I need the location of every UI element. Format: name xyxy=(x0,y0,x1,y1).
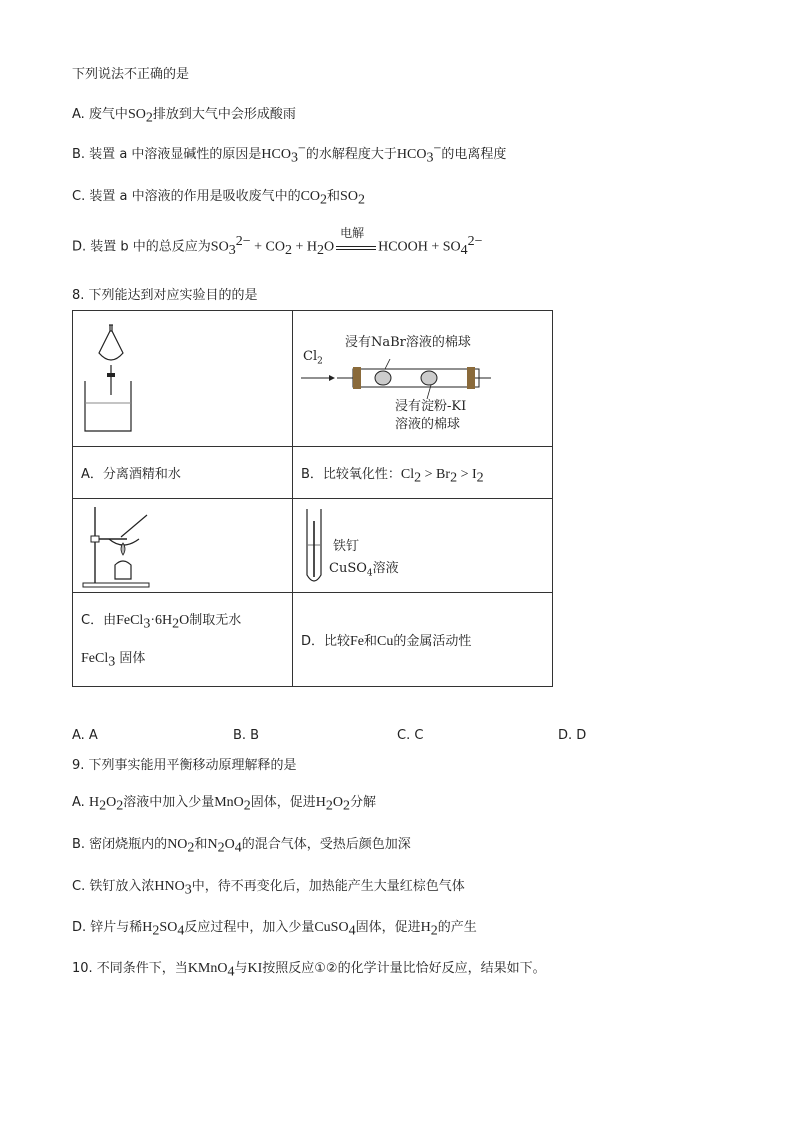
label-iron-nail: 铁钉 xyxy=(333,539,360,554)
q8-choice-b: B. B xyxy=(233,728,260,743)
q7-stem: 下列说法不正确的是 xyxy=(72,67,190,82)
q9-stem: 9. 下列事实能用平衡移动原理解释的是 xyxy=(72,758,297,773)
evaporating-dish-stand-icon xyxy=(81,503,155,589)
figure-d-test-tube xyxy=(293,499,553,593)
figure-a-separatory-funnel xyxy=(73,311,293,447)
q9-option-b: B. 密闭烧瓶内的$NO_2$和$N_2O_4$的混合气体，受热后颜色加深 xyxy=(72,837,411,856)
label-cuso4-solution: CuSO$_4$溶液 xyxy=(329,561,399,579)
glass-tube-icon xyxy=(301,359,491,399)
cell-c-text: C．由$FeCl_3\cdot 6H_2O$制取无水 FeCl$_3$ 固体 xyxy=(73,593,293,687)
label-starch-ki-2: 溶液的棉球 xyxy=(395,417,461,432)
label-starch-ki-1: 浸有淀粉-KI xyxy=(395,399,467,414)
test-tube-icon xyxy=(301,507,331,587)
q7-option-b: B. 装置 a 中溶液显碱性的原因是$HCO_3^-$的水解程度大于$HCO_3^-$的电离程度 xyxy=(72,141,507,166)
q7-option-d: D. 装置 b 中的总反应为$SO_3^{2-} + CO_2 + H_2O$ 电解 HCOOH + $SO_4^{2-}$ xyxy=(72,226,483,259)
q9-option-d: D. 锌片与稀$H_2SO_4$反应过程中，加入少量CuSO$_4$固体，促进$H_2$的产生 xyxy=(72,920,477,939)
q8-choice-d: D. D xyxy=(558,728,587,743)
q8-stem: 8. 下列能达到对应实验目的的是 xyxy=(72,288,258,303)
cell-b-text: B．比较氧化性：$Cl_2 > Br_2 > I_2$ xyxy=(293,447,553,499)
label-nabr-cotton: 浸有NaBr溶液的棉球 xyxy=(345,335,471,350)
electrolysis-arrow: 电解 xyxy=(336,238,376,256)
q8-choice-a: A. A xyxy=(72,728,98,743)
cell-a-text: A．分离酒精和水 xyxy=(73,447,293,499)
label-cl2: $Cl_2$ xyxy=(303,349,323,367)
cell-d-text: D．比较Fe和Cu的金属活动性 xyxy=(293,593,553,687)
q9-option-c: C. 铁钉放入浓$HNO_3$中，待不再变化后，加热能产生大量红棕色气体 xyxy=(72,879,465,898)
figure-c-evaporating-dish xyxy=(73,499,293,593)
q7-option-a: A. 废气中$SO_2$排放到大气中会形成酸雨 xyxy=(72,107,296,126)
q8-choice-c: C. C xyxy=(397,728,424,743)
separatory-funnel-icon xyxy=(81,323,161,435)
q9-option-a: A. $H_2O_2$溶液中加入少量MnO$_2$固体，促进$H_2O_2$分解 xyxy=(72,795,377,814)
q10-stem: 10. 不同条件下，当KMnO$_4$与KI按照反应①②的化学计量比恰好反应，结果如下。 xyxy=(72,961,546,980)
figure-b-cl2-tube xyxy=(293,311,553,447)
q7-option-c: C. 装置 a 中溶液的作用是吸收废气中的$CO_2$和$SO_2$ xyxy=(72,189,365,208)
experiment-table xyxy=(72,310,553,687)
